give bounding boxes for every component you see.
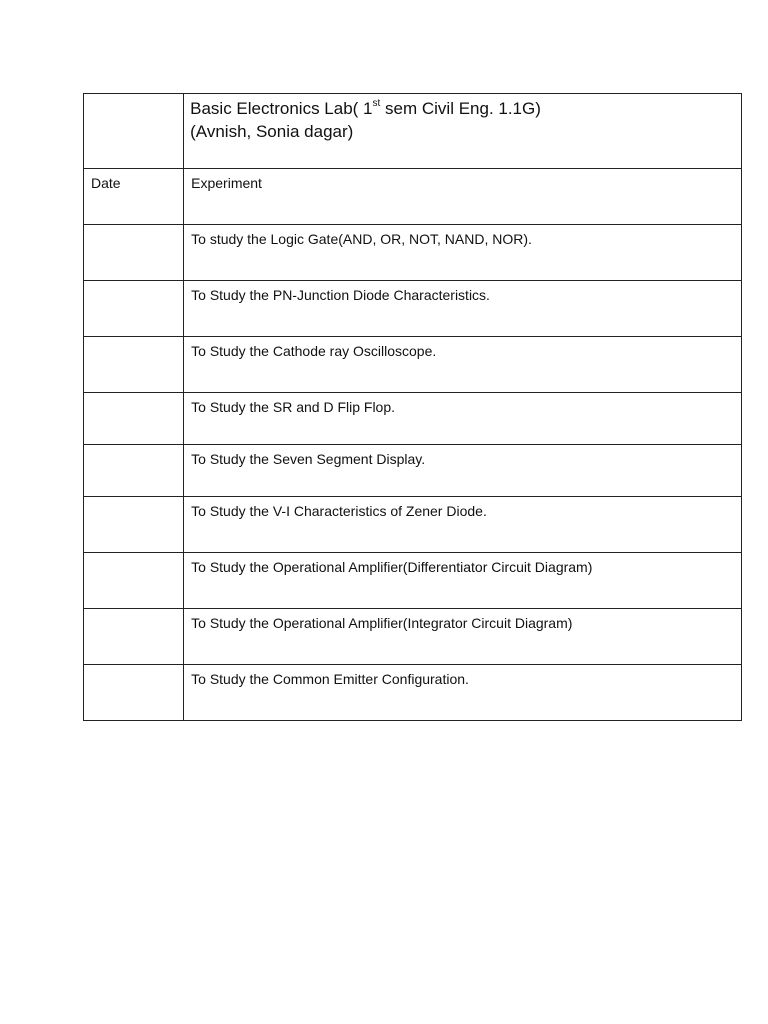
- date-cell: [84, 497, 184, 553]
- table-row: [84, 553, 742, 609]
- header-row: [84, 169, 742, 225]
- table-row: [84, 281, 742, 337]
- date-cell: [84, 225, 184, 281]
- lab-title: [190, 97, 741, 120]
- title-cell: [184, 94, 742, 169]
- experiment-cell: To study the Logic Gate(AND, OR, NOT, NAND, NOR).: [184, 225, 742, 281]
- experiment-cell: To Study the Common Emitter Configuration.: [184, 665, 742, 721]
- table-row: [84, 445, 742, 497]
- table-row: [84, 609, 742, 665]
- lab-subtitle: (Avnish, Sonia dagar): [190, 122, 354, 141]
- title-blank-cell: [84, 94, 184, 169]
- table-row: [84, 225, 742, 281]
- experiment-column-header: Experiment: [184, 169, 742, 225]
- date-cell: [84, 445, 184, 497]
- experiment-cell: To Study the V-I Characteristics of Zener Diode.: [184, 497, 742, 553]
- experiment-table: [83, 93, 742, 721]
- table-row: [84, 393, 742, 445]
- experiment-cell: To Study the SR and D Flip Flop.: [184, 393, 742, 445]
- experiment-cell: To Study the Operational Amplifier(Differentiator Circuit Diagram): [184, 553, 742, 609]
- date-cell: [84, 553, 184, 609]
- date-column-header: Date: [84, 169, 184, 225]
- lab-title-part1: Basic Electronics Lab( 1: [190, 99, 373, 118]
- date-cell: [84, 337, 184, 393]
- table-row: [84, 665, 742, 721]
- title-row: [84, 94, 742, 169]
- experiment-cell: To Study the Operational Amplifier(Integrator Circuit Diagram): [184, 609, 742, 665]
- experiment-cell: To Study the PN-Junction Diode Characteristics.: [184, 281, 742, 337]
- lab-title-part2: sem Civil Eng. 1.1G): [380, 99, 541, 118]
- experiment-cell: To Study the Seven Segment Display.: [184, 445, 742, 497]
- date-cell: [84, 393, 184, 445]
- date-cell: [84, 281, 184, 337]
- table-row: [84, 497, 742, 553]
- experiment-cell: To Study the Cathode ray Oscilloscope.: [184, 337, 742, 393]
- date-cell: [84, 609, 184, 665]
- date-cell: [84, 665, 184, 721]
- table-row: [84, 337, 742, 393]
- lab-title-superscript: st: [372, 98, 381, 110]
